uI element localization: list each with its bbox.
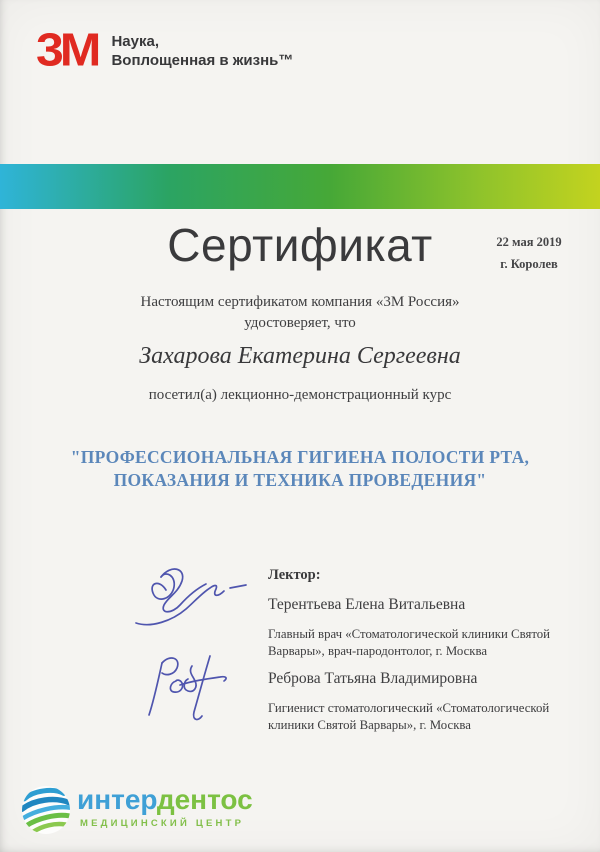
course-title (0, 446, 600, 492)
globe-icon (20, 784, 72, 836)
intro-line1: Настоящим сертификатом компания «3М Россия» (140, 294, 460, 310)
lecturer-1-role: Главный врач «Стоматологической клиники Святой Варвары», врач-пародонтолог, г. Москва (268, 627, 551, 658)
tagline-line1: Наука, (111, 33, 160, 50)
clinic-logo-block (20, 784, 253, 836)
intro-line2: удостоверяет, что (244, 315, 356, 331)
tagline-line2: Воплощенная в жизнь™ (111, 52, 294, 69)
clinic-name-blue: интер (77, 784, 157, 815)
3m-logo-block (36, 24, 294, 76)
lecturer-1-name: Терентьева Елена Витальевна (268, 596, 466, 613)
course-title-line1: "ПРОФЕССИОНАЛЬНАЯ ГИГИЕНА ПОЛОСТИ РТА, (70, 447, 530, 467)
lecturer-2-name: Реброва Татьяна Владимировна (268, 670, 478, 687)
attended-line: посетил(а) лекционно-демонстрационный курс (148, 387, 452, 403)
recipient-name: Захарова Екатерина Сергеевна (139, 343, 461, 369)
certificate-date: 22 мая 2019 (496, 235, 562, 249)
clinic-subtitle: МЕДИЦИНСКИЙ ЦЕНТР (80, 818, 245, 829)
3m-logo: 3M (36, 24, 98, 76)
signature-rebrova (138, 650, 242, 724)
clinic-name (77, 785, 253, 815)
clinic-name-green: дентос (156, 784, 253, 815)
lecturer-2-role: Гигиенист стоматологический «Стоматологической клиники Святой Варвары», г. Москва (268, 701, 550, 732)
certificate-city: г. Королев (500, 257, 558, 271)
date-block (486, 231, 572, 275)
clinic-text (77, 785, 253, 829)
signature-terentyeva (126, 560, 254, 632)
course-title-line2: ПОКАЗАНИЯ И ТЕХНИКА ПРОВЕДЕНИЯ" (113, 470, 487, 490)
lecturer-heading: Лектор: (268, 567, 321, 583)
certificate-title: Сертификат (167, 219, 433, 271)
gradient-divider-bar (0, 164, 600, 209)
3m-tagline (111, 32, 293, 70)
